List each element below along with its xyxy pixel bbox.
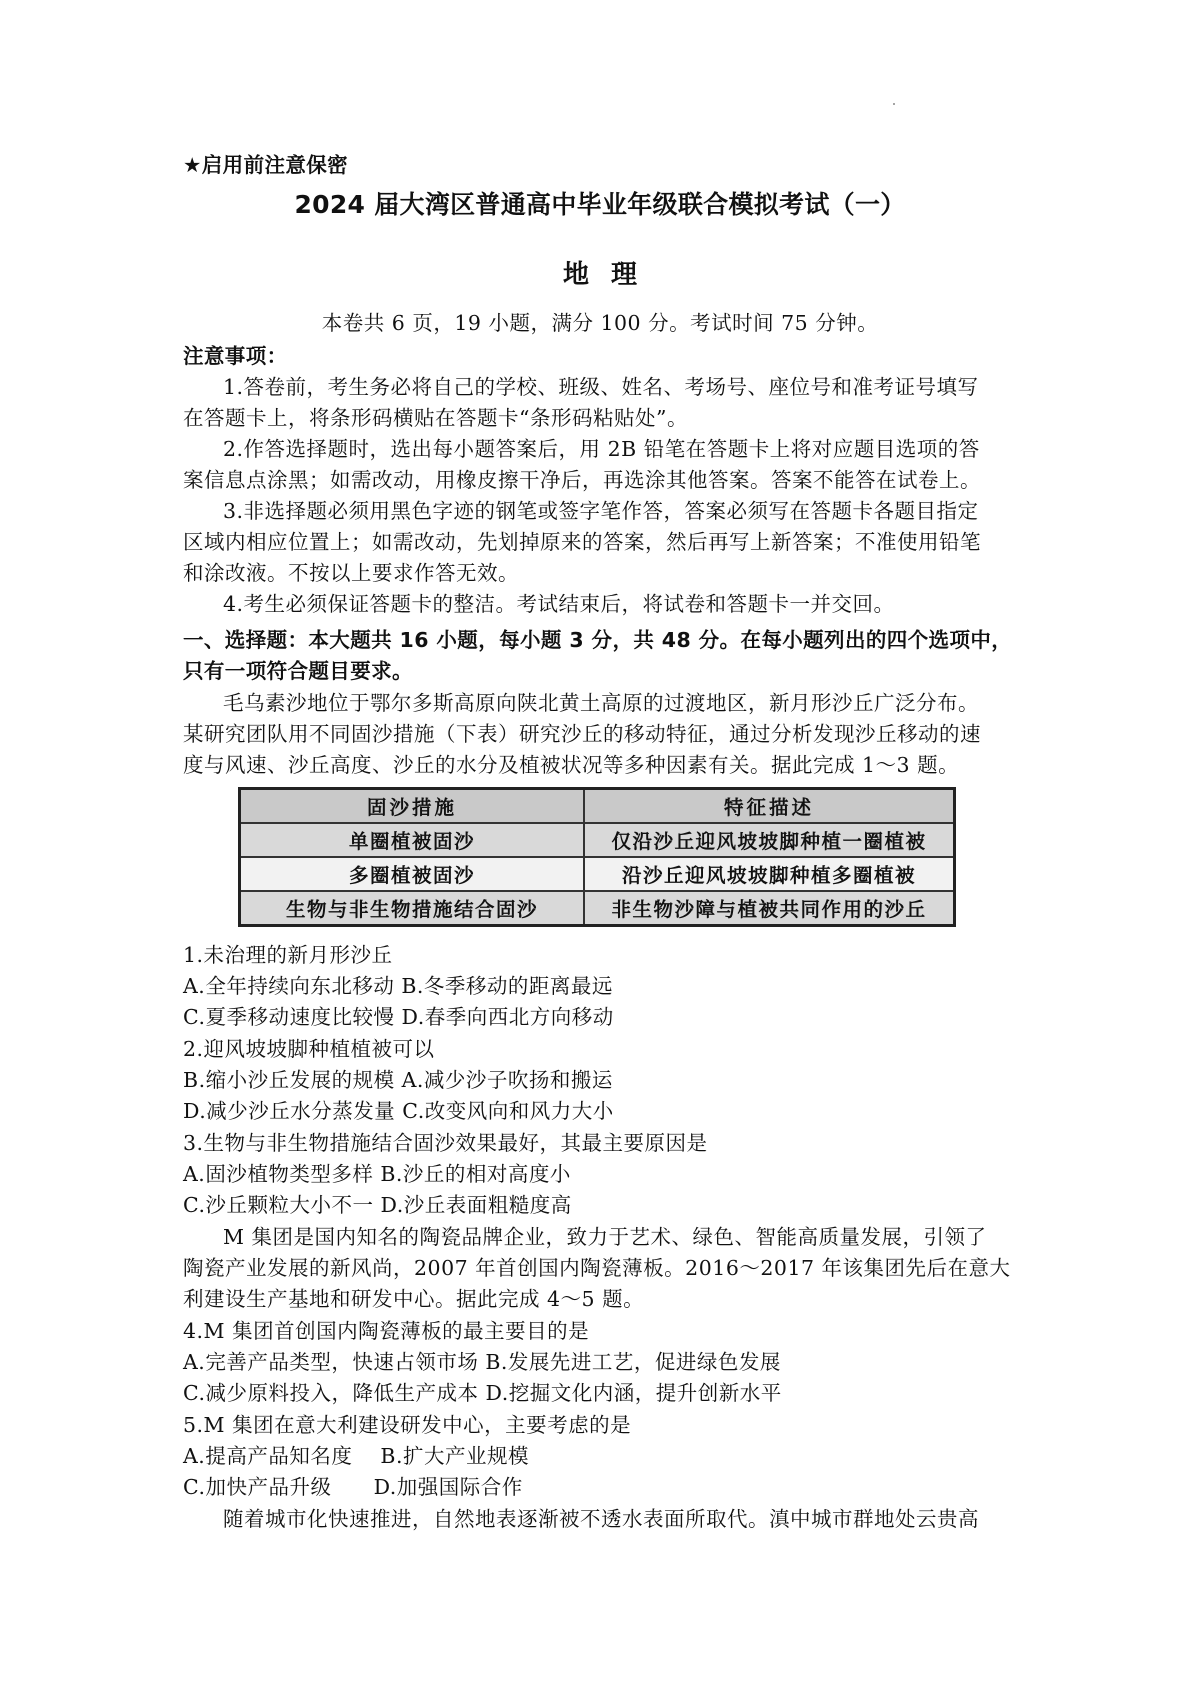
exam-info: 本卷共 6 页，19 小题，满分 100 分。考试时间 75 分钟。 (321, 311, 879, 335)
question-stem: 4.M 集团首创国内陶瓷薄板的最主要目的是 (183, 1319, 590, 1343)
passage-line: 某研究团队用不同固沙措施（下表）研究沙丘的移动特征，通过分析发现沙丘移动的速 (183, 722, 981, 746)
question-options: A.全年持续向东北移动 B.冬季移动的距离最远 (183, 974, 613, 998)
passage-line: 陶瓷产业发展的新风尚，2007 年首创国内陶瓷薄板。2016～2017 年该集团先后在意大 (183, 1256, 1011, 1280)
table-cell: 多圈植被固沙 (240, 857, 585, 891)
passage-line: 度与风速、沙丘高度、沙丘的水分及植被状况等多种因素有关。据此完成 1～3 题。 (183, 753, 960, 777)
passage-line: 随着城市化快速推进，自然地表逐渐被不透水表面所取代。滇中城市群地处云贵高 (223, 1507, 979, 1531)
question-options: C.加快产品升级 D.加强国际合作 (183, 1475, 523, 1499)
table-header-row (240, 789, 955, 824)
notice-line: 4.考生必须保证答题卡的整洁。考试结束后，将试卷和答题卡一并交回。 (223, 592, 895, 616)
notice-line: 案信息点涂黑；如需改动，用橡皮擦干净后，再选涂其他答案。答案不能答在试卷上。 (183, 468, 981, 492)
question-options: C.减少原料投入，降低生产成本 D.挖掘文化内涵，提升创新水平 (183, 1381, 782, 1405)
notice-line: 在答题卡上，将条形码横贴在答题卡“条形码粘贴处”。 (183, 406, 688, 430)
notice-line: 1.答卷前，考生务必将自己的学校、班级、姓名、考场号、座位号和准考证号填写 (223, 375, 979, 399)
question-options: D.减少沙丘水分蒸发量 C.改变风向和风力大小 (183, 1099, 614, 1123)
notice-heading: 注意事项： (183, 344, 288, 368)
table-header-cell: 固沙措施 (240, 789, 585, 824)
table-cell: 仅沿沙丘迎风坡坡脚种植一圈植被 (584, 823, 955, 857)
table-cell: 生物与非生物措施结合固沙 (240, 891, 585, 926)
table-cell: 非生物沙障与植被共同作用的沙丘 (584, 891, 955, 926)
question-stem: 2.迎风坡坡脚种植植被可以 (183, 1037, 435, 1061)
table-row (240, 891, 955, 926)
notice-line: 和涂改液。不按以上要求作答无效。 (183, 561, 519, 585)
exam-title: 2024 届大湾区普通高中毕业年级联合模拟考试（一） (294, 190, 906, 219)
table-header-cell: 特征描述 (584, 789, 955, 824)
question-stem: 1.未治理的新月形沙丘 (183, 943, 393, 967)
notice-line: 2.作答选择题时，选出每小题答案后，用 2B 铅笔在答题卡上将对应题目选项的答 (223, 437, 980, 461)
passage-line: M 集团是国内知名的陶瓷品牌企业，致力于艺术、绿色、智能高质量发展，引领了 (223, 1225, 987, 1249)
subject-title: 地理 (562, 260, 659, 290)
question-options: C.沙丘颗粒大小不一 D.沙丘表面粗糙度高 (183, 1193, 572, 1217)
section-heading: 一、选择题：本大题共 16 小题，每小题 3 分，共 48 分。在每小题列出的四个选项中， (183, 628, 1013, 652)
section-heading: 只有一项符合题目要求。 (183, 659, 413, 683)
table-cell: 沿沙丘迎风坡坡脚种植多圈植被 (584, 857, 955, 891)
question-options: B.缩小沙丘发展的规模 A.减少沙子吹扬和搬运 (183, 1068, 613, 1092)
sand-fixation-table (238, 787, 956, 927)
scan-speck (893, 103, 895, 105)
notice-line: 3.非选择题必须用黑色字迹的钢笔或签字笔作答，答案必须写在答题卡各题目指定 (223, 499, 979, 523)
confidential-mark: ★启用前注意保密 (183, 153, 349, 177)
table-cell: 单圈植被固沙 (240, 823, 585, 857)
passage-line: 毛乌素沙地位于鄂尔多斯高原向陕北黄土高原的过渡地区，新月形沙丘广泛分布。 (223, 691, 979, 715)
question-options: A.完善产品类型，快速占领市场 B.发展先进工艺，促进绿色发展 (183, 1350, 781, 1374)
question-options: A.提高产品知名度 B.扩大产业规模 (183, 1444, 529, 1468)
question-stem: 5.M 集团在意大利建设研发中心，主要考虑的是 (183, 1413, 632, 1437)
question-options: C.夏季移动速度比较慢 D.春季向西北方向移动 (183, 1005, 614, 1029)
table-row (240, 857, 955, 891)
passage-line: 利建设生产基地和研发中心。据此完成 4～5 题。 (183, 1287, 645, 1311)
table-row (240, 823, 955, 857)
question-stem: 3.生物与非生物措施结合固沙效果最好，其最主要原因是 (183, 1131, 708, 1155)
question-options: A.固沙植物类型多样 B.沙丘的相对高度小 (183, 1162, 571, 1186)
notice-line: 区域内相应位置上；如需改动，先划掉原来的答案，然后再写上新答案；不准使用铅笔 (183, 530, 981, 554)
